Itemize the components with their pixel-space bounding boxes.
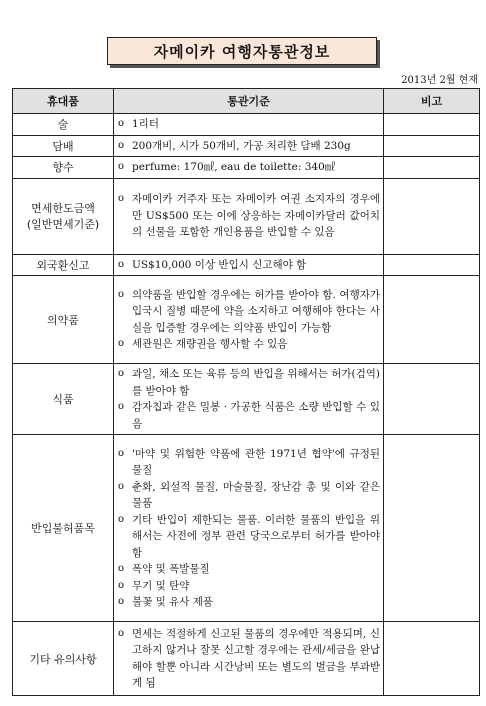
- table-row: [13, 622, 480, 696]
- row-category: [13, 178, 114, 254]
- standard-item-text: 기타 반입이 제한되는 물품. 이러한 물품의 반입을 위해서는 사전에 정부 관련 당국으로부터 허가를 받아야 함: [132, 513, 380, 559]
- standard-item: [118, 159, 380, 176]
- table-body: [13, 114, 480, 696]
- row-standard: [114, 114, 384, 136]
- standard-item: [118, 578, 380, 595]
- row-note: [384, 114, 480, 136]
- row-note: [384, 157, 480, 179]
- row-category-line: 반입불허품목: [31, 522, 95, 535]
- bullet-icon: o: [118, 139, 125, 151]
- row-note: [384, 178, 480, 254]
- standard-item: [118, 479, 380, 512]
- standard-item-text: 무기 및 탄약: [132, 579, 190, 592]
- standard-item: [118, 116, 380, 133]
- standard-item-text: 1리터: [132, 118, 159, 130]
- standard-item: [118, 594, 380, 611]
- row-standard: [114, 254, 384, 276]
- table-row: [13, 135, 480, 157]
- row-category-line: 술: [57, 118, 69, 132]
- bullet-icon: o: [118, 596, 125, 607]
- row-standard: [114, 178, 384, 254]
- row-standard: [114, 157, 384, 179]
- bullet-icon: o: [118, 563, 125, 574]
- bullet-icon: o: [118, 401, 125, 412]
- row-category: [13, 254, 114, 276]
- row-category: [13, 622, 114, 696]
- row-note: [384, 135, 480, 157]
- table-row: [13, 178, 480, 254]
- bullet-icon: o: [118, 338, 125, 349]
- table-header-row: [13, 89, 480, 114]
- table-row: [13, 157, 480, 179]
- bullet-icon: o: [118, 161, 125, 172]
- bullet-icon: o: [118, 258, 125, 270]
- row-note: [384, 435, 480, 622]
- standard-item: [118, 512, 380, 562]
- standard-item-text: 200개비, 시가 50개비, 가공 처리한 담배 230g: [132, 139, 351, 152]
- standard-item: [118, 561, 380, 578]
- standard-item: [118, 191, 380, 241]
- table-row: [13, 276, 480, 364]
- standard-item-text: 자메이카 거주자 또는 자메이카 여권 소지자의 경우에만 US$500 또는 이에 상응하는 자메이카달러 값어치의 선물을 포함한 개인용품을 반입할 수 있음: [132, 193, 380, 239]
- row-standard: [114, 435, 384, 622]
- standard-item-text: 불꽃 및 유사 제품: [132, 596, 214, 608]
- standard-item: [118, 287, 380, 337]
- header-standard: 통관기준: [114, 89, 384, 114]
- row-category-line: 면세한도금액: [31, 202, 95, 215]
- header-category: 휴대품: [13, 89, 114, 114]
- row-category-line: (일반면세기준): [26, 218, 100, 231]
- row-standard: [114, 276, 384, 364]
- standard-item: [118, 336, 380, 353]
- standard-item-text: 과일, 채소 또는 육류 등의 반입을 위해서는 허가(검역)를 받아야 함: [132, 368, 380, 397]
- standard-item: [118, 138, 380, 155]
- row-category: [13, 435, 114, 622]
- row-standard: [114, 364, 384, 435]
- page-title: 자메이카 여행자통관정보: [107, 37, 377, 65]
- row-category: [13, 157, 114, 179]
- table-row: [13, 435, 480, 622]
- date-label: 2013년 2월 현재: [401, 75, 478, 86]
- bullet-icon: o: [118, 288, 125, 300]
- customs-table: [12, 88, 480, 696]
- bullet-icon: o: [118, 513, 125, 525]
- standard-item-text: 폭약 및 폭발물질: [132, 563, 210, 575]
- standard-item-text: 세관원은 재량권을 행사할 수 있음: [132, 338, 288, 350]
- row-note: [384, 364, 480, 435]
- standard-item-text: 감자칩과 같은 밀봉 · 가공한 식품은 소량 반입할 수 있음: [132, 401, 380, 430]
- row-standard: [114, 622, 384, 696]
- row-category: [13, 135, 114, 157]
- bullet-icon: o: [118, 579, 125, 591]
- row-standard: [114, 135, 384, 157]
- row-category-line: 담배: [52, 139, 74, 153]
- standard-item-text: 의약품을 반입할 경우에는 허가를 받아야 함. 여행자가 입국시 질병 때문에 약을 소지하고 여행해야 한다는 사실을 입증할 경우에는 의약품 반입이 가능함: [132, 288, 380, 334]
- standard-item: [118, 626, 380, 692]
- standard-item: [118, 257, 380, 274]
- row-category: [13, 364, 114, 435]
- bullet-icon: o: [118, 118, 125, 129]
- standard-item: [118, 366, 380, 399]
- row-category-line: 향수: [52, 161, 74, 175]
- table-row: [13, 114, 480, 136]
- header-note: 비고: [384, 89, 480, 114]
- row-note: [384, 622, 480, 696]
- row-note: [384, 254, 480, 276]
- bullet-icon: o: [118, 627, 125, 639]
- standard-item-text: 춘화, 외설적 물질, 마술물질, 장난감 총 및 이와 같은 물품: [132, 480, 380, 509]
- standard-item: [118, 399, 380, 432]
- standard-item-text: 면세는 적절하게 신고된 물품의 경우에만 적용되며, 신고하지 않거나 잘못 신고할 경우에는 관세/세금을 완납해야 할뿐 아니라 시간낭비 또는 별도의 벌금을 부과받게 됨: [132, 627, 380, 689]
- standard-item-text: US$10,000 이상 반입시 신고해야 함: [132, 258, 307, 271]
- standard-item-text: perfume: 170㎖, eau de toilette: 340㎖: [132, 161, 336, 173]
- table-row: [13, 254, 480, 276]
- row-category-line: 기타 유의사항: [29, 652, 97, 666]
- table-row: [13, 364, 480, 435]
- row-category-line: 외국환신고: [36, 258, 90, 272]
- bullet-icon: o: [118, 480, 125, 492]
- row-category: [13, 114, 114, 136]
- bullet-icon: o: [118, 368, 125, 379]
- row-category: [13, 276, 114, 364]
- bullet-icon: o: [118, 193, 125, 205]
- standard-item: [118, 446, 380, 479]
- row-category-line: 의약품: [47, 313, 79, 327]
- bullet-icon: o: [118, 447, 125, 459]
- standard-item-text: '마약 및 위험한 약품에 관한 1971년 협약'에 규정된 물질: [132, 447, 380, 476]
- row-note: [384, 276, 480, 364]
- row-category-line: 식품: [52, 393, 74, 406]
